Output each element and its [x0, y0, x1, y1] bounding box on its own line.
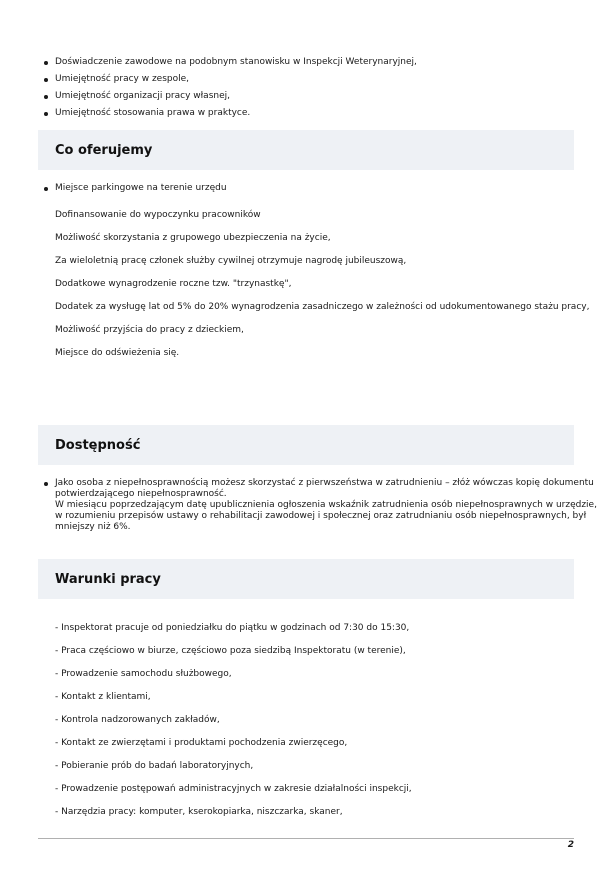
- offer-line: Możliwość skorzystania z grupowego ubezpieczenia na życie,: [55, 233, 331, 243]
- page-number: 2: [567, 840, 574, 850]
- requirements-list: [43, 57, 417, 119]
- offer-list: [43, 183, 227, 194]
- condition-line: - Prowadzenie postępowań administracyjnych w zakresie działalności inspekcji,: [55, 784, 412, 794]
- offer-line: Miejsce do odświeżenia się.: [55, 348, 180, 358]
- condition-line: - Kontrola nadzorowanych zakładów,: [55, 715, 220, 725]
- accessibility-list: [43, 478, 597, 533]
- accessibility-line: w rozumieniu przepisów ustawy o rehabilitacji zawodowej i społecznej oraz zatrudnianiu osób niepełnosprawnych, był: [55, 511, 587, 521]
- section-header-offer: [38, 130, 574, 170]
- section-header-conditions: [38, 559, 574, 599]
- list-item: Miejsce parkingowe na terenie urzędu: [43, 183, 227, 194]
- offer-line: Możliwość przyjścia do pracy z dzieckiem,: [55, 325, 244, 335]
- condition-line: - Kontakt ze zwierzętami i produktami pochodzenia zwierzęcego,: [55, 738, 348, 748]
- section-title-offer: Co oferujemy: [55, 142, 153, 158]
- offer-line: Dodatkowe wynagrodzenie roczne tzw. "trzynastkę",: [55, 279, 292, 289]
- condition-line: - Kontakt z klientami,: [55, 692, 151, 702]
- section-title-accessibility: Dostępność: [55, 437, 141, 453]
- accessibility-line: mniejszy niż 6%.: [55, 522, 131, 532]
- section-header-accessibility: [38, 425, 574, 465]
- condition-line: - Prowadzenie samochodu służbowego,: [55, 669, 232, 679]
- offer-line: Za wieloletnią pracę członek służby cywilnej otrzymuje nagrodę jubileuszową,: [55, 256, 407, 266]
- offer-line: Dodatek za wysługę lat od 5% do 20% wynagrodzenia zasadniczego w zależności od udokumentowanego stażu pracy,: [55, 302, 590, 312]
- condition-line: - Narzędzia pracy: komputer, kserokopiarka, niszczarka, skaner,: [55, 807, 343, 817]
- list-item: Doświadczenie zawodowe na podobnym stanowisku w Inspekcji Weterynaryjnej,: [43, 57, 417, 68]
- list-item: Umiejętność stosowania prawa w praktyce.: [43, 108, 417, 119]
- accessibility-line: W miesiącu poprzedzającym datę upublicznienia ogłoszenia wskaźnik zatrudnienia osób niepełnosprawnych w urzędzie,: [55, 500, 597, 510]
- accessibility-line: Jako osoba z niepełnosprawnością możesz skorzystać z pierwszeństwa w zatrudnieniu – złóż wówczas kopię dokumentu: [55, 478, 594, 488]
- list-item: Umiejętność pracy w zespole,: [43, 74, 417, 85]
- section-title-conditions: Warunki pracy: [55, 571, 161, 587]
- condition-line: - Inspektorat pracuje od poniedziałku do piątku w godzinach od 7:30 do 15:30,: [55, 623, 410, 633]
- list-item: Umiejętność organizacji pracy własnej,: [43, 91, 417, 102]
- accessibility-item: [43, 478, 597, 533]
- accessibility-line: potwierdzającego niepełnosprawność.: [55, 489, 227, 499]
- condition-line: - Praca częściowo w biurze, częściowo poza siedzibą Inspektoratu (w terenie),: [55, 646, 406, 656]
- condition-line: - Pobieranie prób do badań laboratoryjnych,: [55, 761, 254, 771]
- footer-divider: [38, 838, 574, 839]
- offer-line: Dofinansowanie do wypoczynku pracowników: [55, 210, 261, 220]
